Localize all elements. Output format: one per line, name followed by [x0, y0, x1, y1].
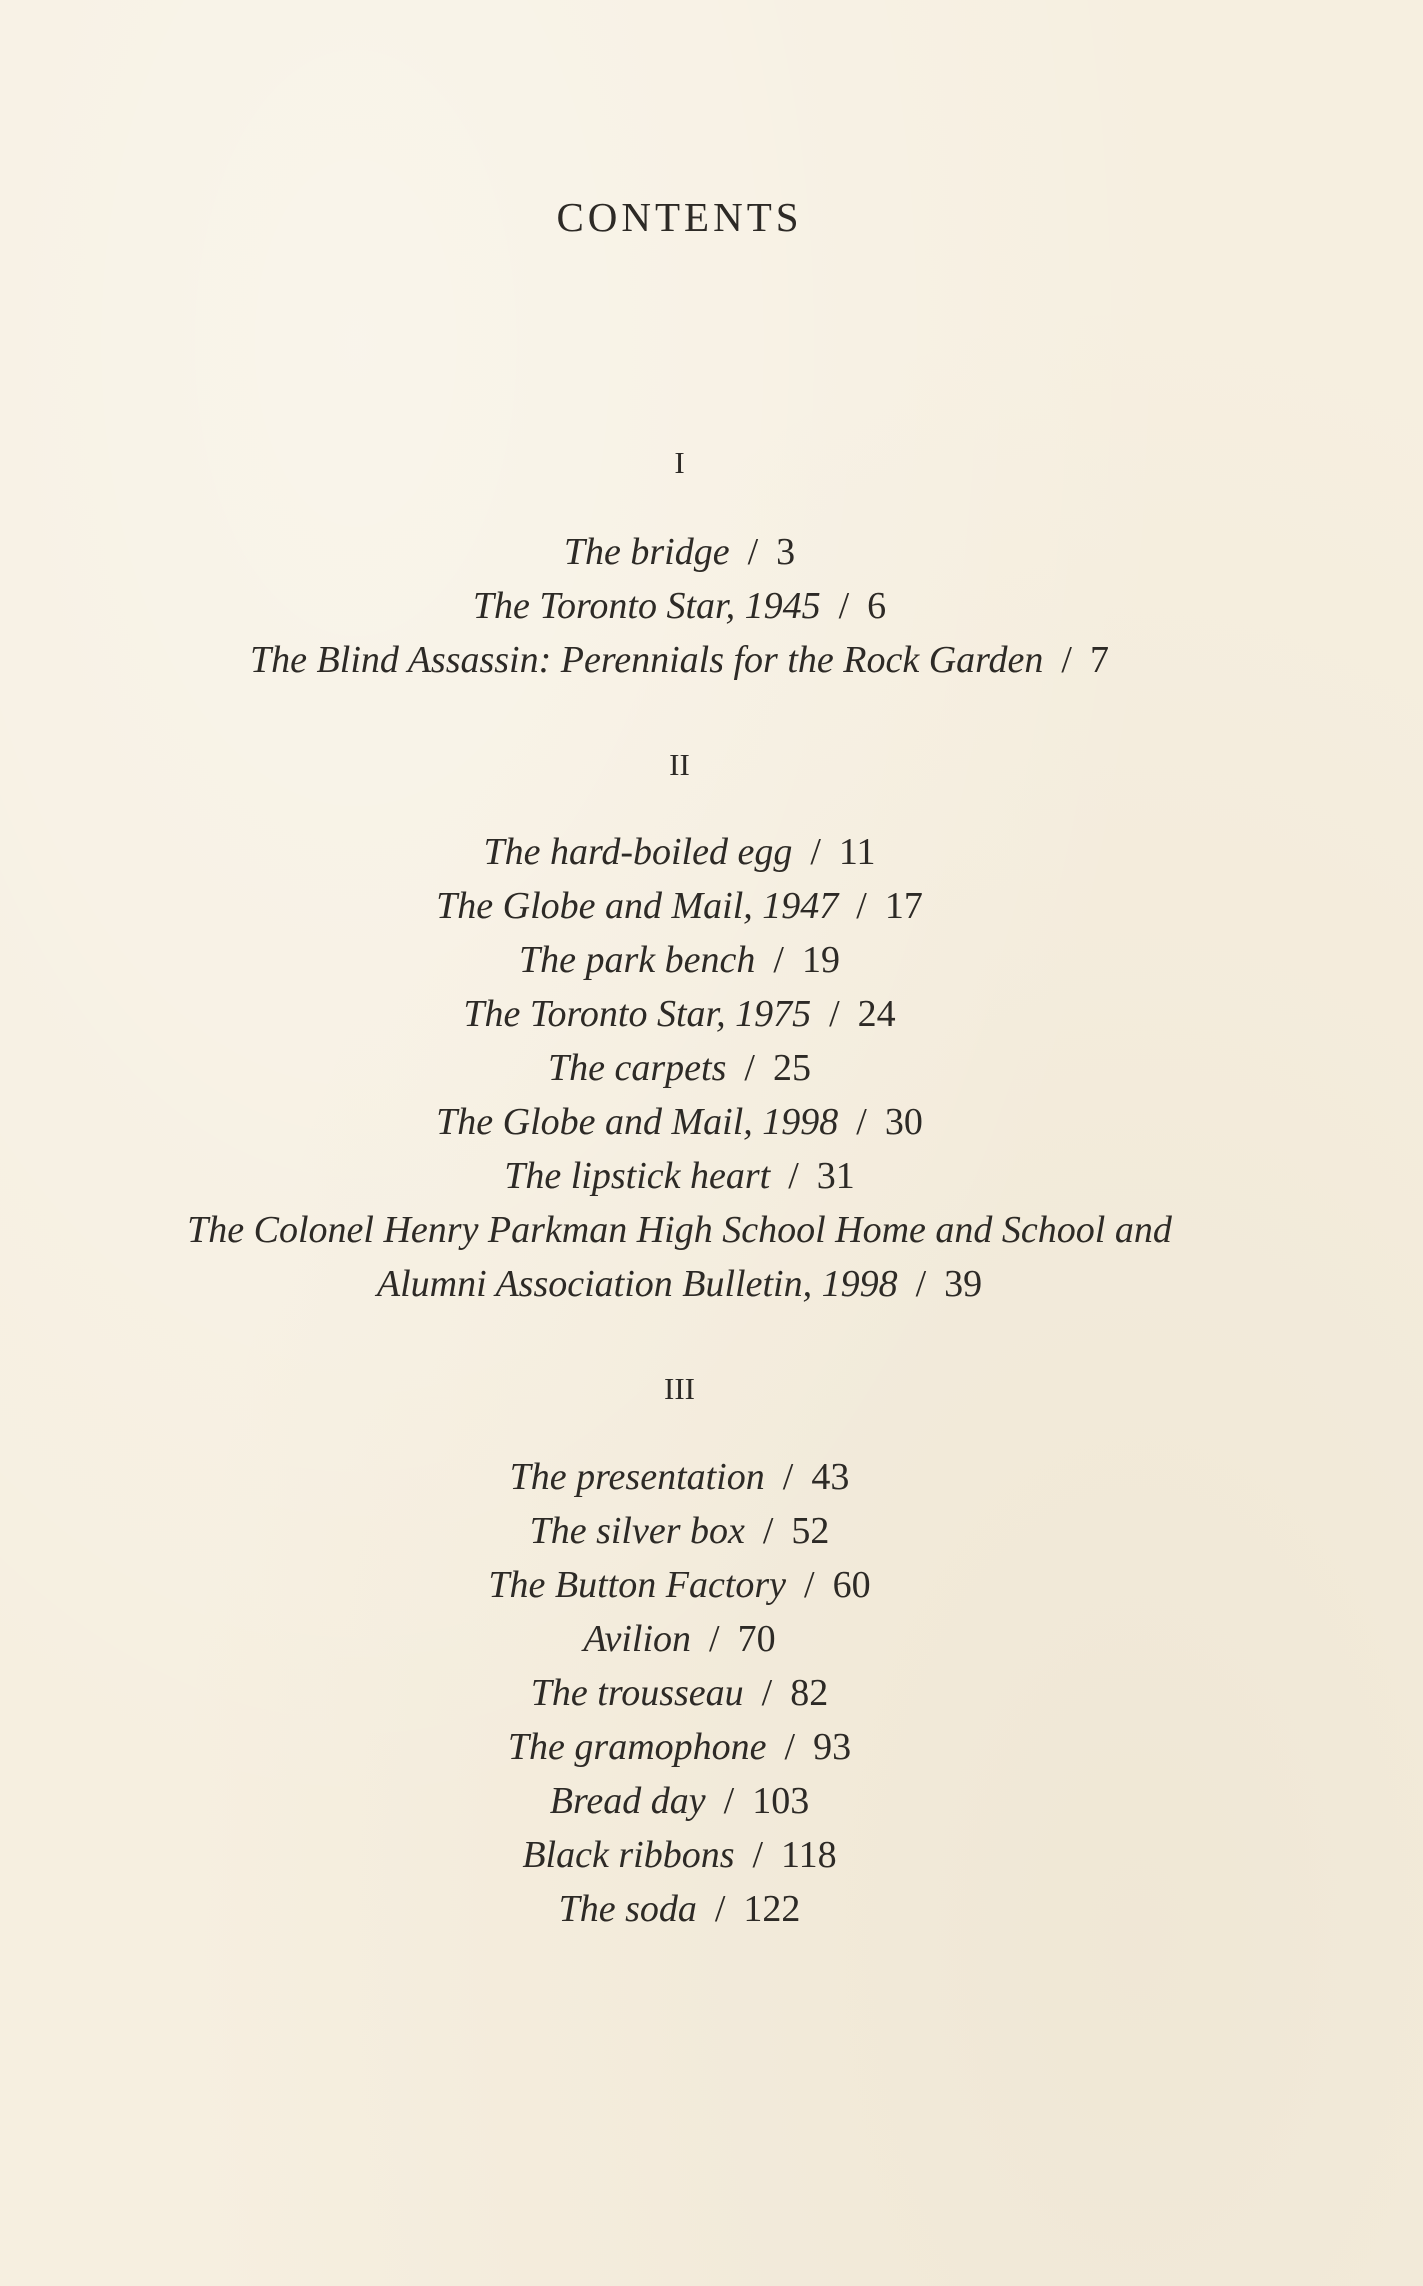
toc-entry [0, 1095, 1359, 1149]
entry-title: The park bench [519, 939, 756, 981]
toc-entry [0, 1774, 1359, 1828]
toc-entry [0, 987, 1359, 1041]
entry-separator: / [761, 1672, 773, 1714]
entry-separator: / [752, 1834, 764, 1876]
entry-title: The hard-boiled egg [483, 831, 793, 873]
entry-separator: / [838, 585, 850, 627]
entry-page-number: 39 [944, 1263, 983, 1305]
entry-title: The lipstick heart [504, 1155, 771, 1197]
entry-separator: / [915, 1263, 927, 1305]
toc-entry [0, 1612, 1359, 1666]
entry-separator: / [714, 1888, 726, 1930]
entry-title: The carpets [548, 1047, 727, 1089]
entry-page-number: 93 [813, 1726, 852, 1768]
entry-title: The presentation [509, 1456, 765, 1498]
entry-page-number: 70 [737, 1618, 776, 1660]
entry-title: The Toronto Star, 1945 [472, 585, 821, 627]
entry-page-number: 52 [791, 1510, 830, 1552]
toc-entry [0, 933, 1359, 987]
entry-title: The Globe and Mail, 1947 [436, 885, 839, 927]
entry-separator: / [784, 1726, 796, 1768]
entry-title: The Toronto Star, 1975 [463, 993, 812, 1035]
entry-title: The Button Factory [488, 1564, 787, 1606]
entry-page-number: 11 [838, 831, 876, 873]
entry-separator: / [829, 993, 840, 1035]
toc-entry [0, 1041, 1359, 1095]
entry-page-number: 103 [752, 1780, 810, 1822]
entry-title: The trousseau [530, 1672, 744, 1714]
toc-entry [0, 1666, 1359, 1720]
entry-separator: / [762, 1510, 774, 1552]
toc-entry [0, 579, 1359, 633]
entry-separator: / [709, 1618, 720, 1660]
entry-separator: / [804, 1564, 815, 1606]
toc-entry [0, 1450, 1359, 1504]
entry-page-number: 82 [790, 1672, 829, 1714]
entry-title: The Colonel Henry Parkman High School Home and School and Alumni Association Bulletin, 1998 [187, 1209, 1172, 1305]
page-title: CONTENTS [556, 194, 803, 240]
entry-page-number: 24 [857, 993, 896, 1035]
entry-title: The gramophone [507, 1726, 767, 1768]
toc-entry [0, 1504, 1359, 1558]
entry-page-number: 6 [867, 585, 887, 627]
entry-list [0, 1450, 1359, 1936]
entry-title: The bridge [563, 531, 730, 573]
entry-separator: / [782, 1456, 794, 1498]
entry-page-number: 43 [811, 1456, 850, 1498]
entry-page-number: 30 [884, 1101, 923, 1143]
toc-entry [0, 825, 1359, 879]
entry-separator: / [856, 1101, 867, 1143]
entry-page-number: 122 [743, 1888, 801, 1930]
entry-separator: / [856, 885, 867, 927]
entry-separator: / [1061, 639, 1072, 681]
entry-separator: / [723, 1780, 735, 1822]
entry-separator: / [788, 1155, 799, 1197]
entry-title: Bread day [549, 1780, 706, 1822]
entry-page-number: 118 [781, 1834, 837, 1876]
part-numeral: I [674, 445, 685, 480]
entry-page-number: 17 [884, 885, 923, 927]
part-numeral: II [669, 747, 690, 782]
toc-entry [0, 1882, 1359, 1936]
entry-separator: / [744, 1047, 755, 1089]
entry-page-number: 3 [776, 531, 796, 573]
toc-entry [0, 633, 1359, 687]
entry-separator: / [747, 531, 759, 573]
part-3 [0, 1369, 1359, 1936]
toc-entry [0, 525, 1359, 579]
entry-title: Black ribbons [522, 1834, 735, 1876]
entry-separator: / [773, 939, 784, 981]
entry-page-number: 25 [772, 1047, 811, 1089]
entry-title: Avilion [583, 1618, 692, 1660]
entry-title: The silver box [529, 1510, 745, 1552]
part-numeral: III [664, 1371, 695, 1406]
toc-entry [0, 1558, 1359, 1612]
toc-entry [130, 1203, 1230, 1311]
entry-title: The Globe and Mail, 1998 [436, 1101, 839, 1143]
toc-entry [0, 1149, 1359, 1203]
entry-title: The Blind Assassin: Perennials for the Rock Garden [250, 639, 1044, 681]
part-2 [0, 745, 1359, 1311]
entry-page-number: 60 [832, 1564, 871, 1606]
toc-entry [0, 1828, 1359, 1882]
entry-page-number: 19 [801, 939, 840, 981]
entry-page-number: 31 [816, 1155, 855, 1197]
part-1 [0, 443, 1359, 687]
entry-page-number: 7 [1089, 639, 1109, 681]
entry-separator: / [810, 831, 821, 873]
entry-list [0, 825, 1359, 1311]
entry-list [0, 525, 1359, 687]
toc-entry [0, 1720, 1359, 1774]
toc-entry [0, 879, 1359, 933]
entry-title: The soda [558, 1888, 697, 1930]
